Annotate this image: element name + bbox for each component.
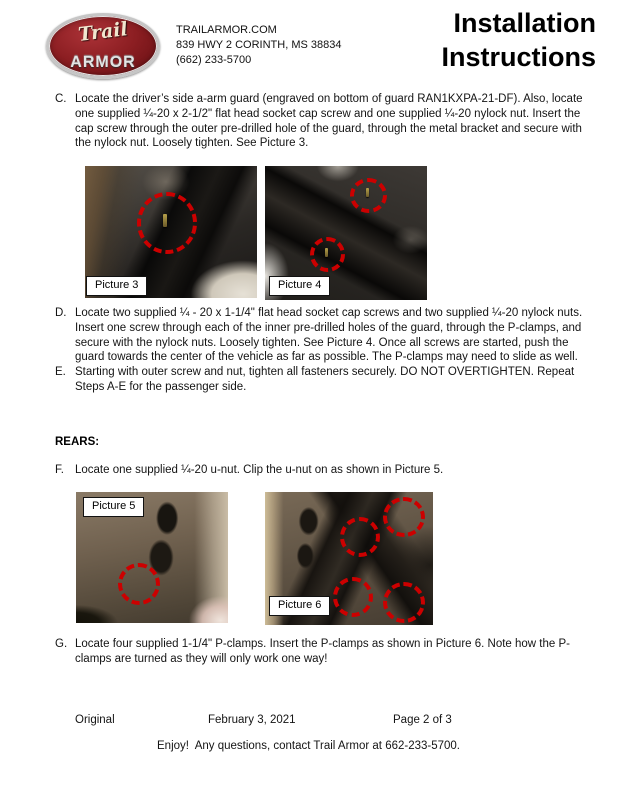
step-f-block: [55, 463, 589, 478]
trail-armor-logo: [46, 13, 160, 79]
step-d-text: Locate two supplied ¼ - 20 x 1-1/4" flat head socket cap screws and two supplied ¼-20 nylock nuts. Insert one screw through each of the inner pre-drilled holes of the guard, through the P-clamps, and secure with the nylock nuts. Loosely tighten. See Picture 4. Once all screws are started, push the guard towards the center of the vehicle as far as possible. The P-clamps may need to slide as well.: [75, 307, 583, 364]
step-c-letter: C.: [55, 93, 67, 105]
picture-6-photo: [265, 492, 433, 625]
highlight-circle: [118, 563, 160, 605]
company-contact-block: [176, 23, 341, 68]
step-g-letter: G.: [55, 638, 68, 650]
picture-4-photo: [265, 166, 427, 300]
footer-revision: Original: [75, 714, 115, 726]
steps-d-e-block: [55, 306, 589, 395]
step-f-letter: F.: [55, 464, 64, 476]
picture-5-photo: [76, 492, 228, 623]
step-g: [55, 637, 589, 667]
section-heading-rears: REARS:: [55, 436, 100, 448]
step-e-letter: E.: [55, 366, 66, 379]
footer-page-number: Page 2 of 3: [393, 714, 452, 726]
step-g-block: [55, 637, 589, 667]
step-d-letter: D.: [55, 307, 67, 319]
step-c-text: Locate the driver’s side a-arm guard (engraved on bottom of guard RAN1KXPA-21-DF). Also, locate one supplied ¼-20 x 2-1/2" flat head socket cap screw and one supplied ¼-20 nylock nut. Insert the cap screw through the outer pre-drilled hole of the guard, through the metal bracket and secure with the nylock nut. Loosely tighten. See Picture 3.: [75, 93, 583, 150]
step-c: [55, 92, 589, 151]
footer-date: February 3, 2021: [208, 714, 296, 726]
picture-label: Picture 3: [86, 276, 147, 296]
picture-label: Picture 4: [269, 276, 330, 296]
cap-screw-glyph: [163, 214, 167, 227]
company-website: TRAILARMOR.COM: [176, 24, 277, 36]
cap-screw-glyph: [325, 248, 328, 257]
highlight-circle: [383, 497, 425, 537]
page-title-line1: Installation: [453, 8, 596, 38]
highlight-circle: [137, 192, 197, 254]
step-f: [55, 463, 589, 478]
step-e-text: Starting with outer screw and nut, tighten all fasteners securely. DO NOT OVERTIGHTEN. Repeat Steps A-E for the passenger side.: [75, 366, 575, 393]
logo-armor-text: ARMOR: [70, 54, 136, 71]
picture-label: Picture 6: [269, 596, 330, 616]
footer-contact-note: Enjoy! Any questions, contact Trail Armor at 662-233-5700.: [157, 740, 461, 752]
highlight-circle: [333, 577, 373, 617]
step-d: [55, 306, 589, 365]
company-phone: (662) 233-5700: [176, 54, 252, 66]
picture-label: Picture 5: [83, 497, 144, 517]
picture-3-photo: [85, 166, 257, 298]
step-e: [55, 365, 589, 395]
page-title: [441, 6, 596, 74]
highlight-circle: [383, 582, 425, 623]
step-f-text: Locate one supplied ¼-20 u-nut. Clip the u-nut on as shown in Picture 5.: [75, 464, 444, 476]
company-address: 839 HWY 2 CORINTH, MS 38834: [176, 39, 342, 51]
highlight-circle: [340, 517, 380, 557]
cap-screw-glyph: [366, 188, 369, 197]
step-g-text: Locate four supplied 1-1/4" P-clamps. Insert the P-clamps as shown in Picture 6. Note how the P-clamps are turned as they will only work one way!: [75, 638, 570, 665]
page-title-line2: Instructions: [441, 42, 596, 72]
step-c-block: [55, 92, 589, 151]
logo-trail-text: Trail: [77, 18, 129, 46]
